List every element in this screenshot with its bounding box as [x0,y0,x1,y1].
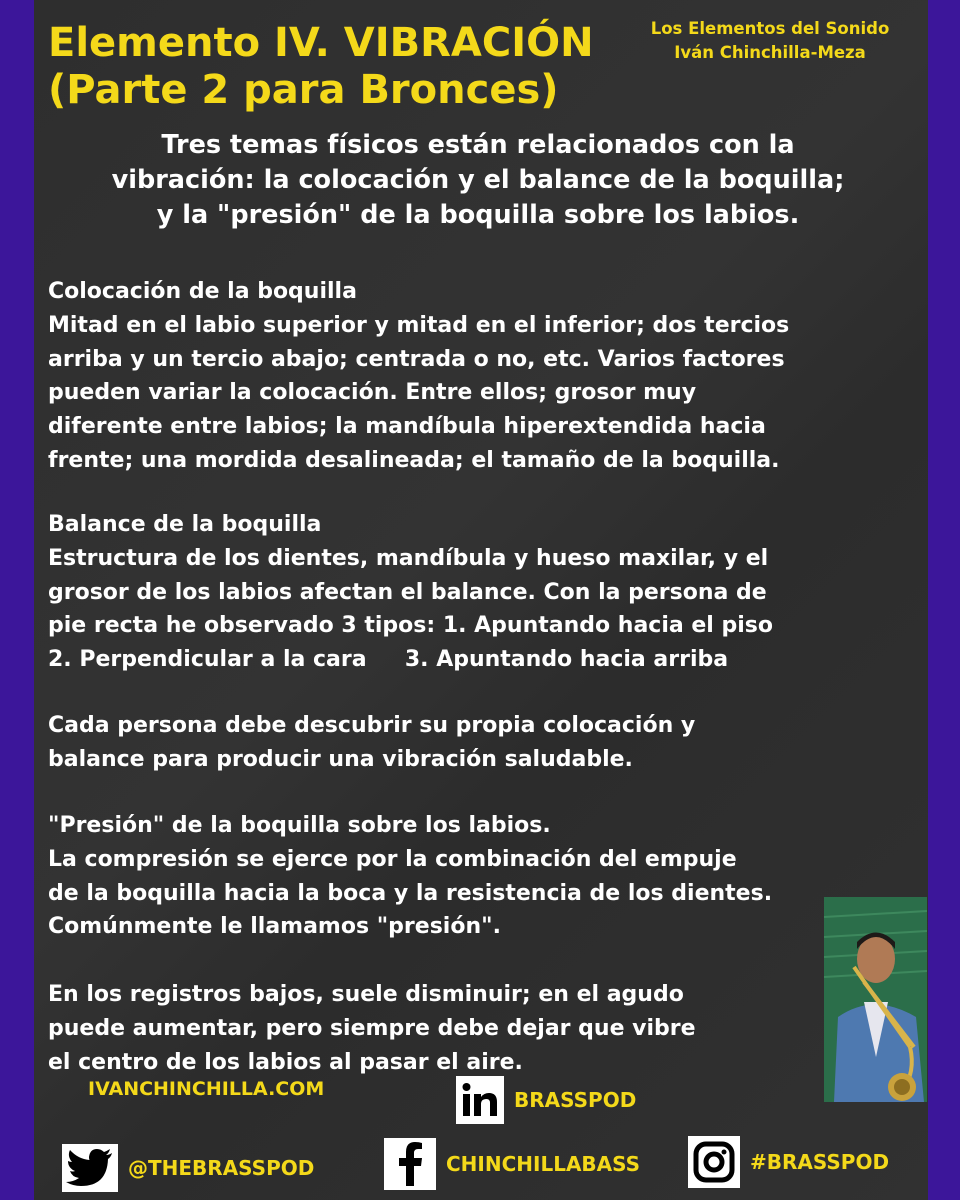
text-line: 2. Perpendicular a la cara 3. Apuntando hacia arriba [48,647,729,673]
text-line: Cada persona debe descubrir su propia colocación y [48,713,696,738]
linkedin-icon [456,1076,504,1124]
text-line: pie recta he observado 3 tipos: 1. Apuntando hacia el piso [48,613,774,639]
instagram-handle: #BRASSPOD [750,1150,890,1174]
facebook-link[interactable] [384,1138,640,1190]
intro-paragraph [38,128,918,233]
trombonist-portrait-icon [824,897,927,1102]
intro-line-3: y la "presión" de la boquilla sobre los labios. [156,200,800,230]
intro-line-2: vibración: la colocación y el balance de la boquilla; [111,165,845,195]
text-line: el centro de los labios al pasar el aire. [48,1049,523,1075]
page-title [48,20,594,114]
section-presion [48,809,772,944]
linkedin-link[interactable] [456,1076,636,1124]
series-name: Los Elementos del Sonido [650,19,890,38]
text-line: arriba y un tercio abajo; centrada o no, etc. Varios factores [48,346,785,372]
text-line: Comúnmente le llamamos "presión". [48,914,501,940]
text-line: balance para producir una vibración saludable. [48,746,633,772]
section-heading: Colocación de la boquilla [48,279,357,304]
text-line: Estructura de los dientes, mandíbula y hueso maxilar, y el [48,545,769,571]
twitter-link[interactable] [62,1144,314,1192]
twitter-handle: @THEBRASSPOD [128,1156,315,1180]
linkedin-handle: BRASSPOD [514,1088,637,1112]
text-line: pueden variar la colocación. Entre ellos; grosor muy [48,380,697,406]
section-heading: Balance de la boquilla [48,512,322,537]
instagram-link[interactable] [688,1136,889,1188]
facebook-handle: CHINCHILLABASS [446,1152,641,1176]
website-link[interactable]: IVANCHINCHILLA.COM [88,1078,325,1100]
intro-line-1: Tres temas físicos están relacionados con la [161,130,795,160]
instagram-icon [688,1136,740,1188]
title-line-1: Elemento IV. VIBRACIÓN [48,20,594,66]
text-line: de la boquilla hacia la boca y la resistencia de los dientes. [48,880,773,906]
twitter-icon [62,1144,118,1192]
series-credit [620,17,920,65]
facebook-icon [384,1138,436,1190]
section-heading: "Presión" de la boquilla sobre los labios. [48,813,551,838]
text-line: grosor de los labios afectan el balance. Con la persona de [48,579,767,605]
section-balance [48,508,773,677]
text-line: Mitad en el labio superior y mitad en el inferior; dos tercios [48,312,790,338]
section-conclusion [48,709,695,777]
text-line: puede aumentar, pero siempre debe dejar que vibre [48,1015,696,1041]
text-line: En los registros bajos, suele disminuir; en el agudo [48,982,684,1007]
section-registros [48,978,696,1079]
author-name: Iván Chinchilla-Meza [674,43,866,62]
title-line-2: (Parte 2 para Bronces) [48,67,559,113]
author-photo [824,897,927,1102]
text-line: frente; una mordida desalineada; el tamaño de la boquilla. [48,447,780,473]
section-colocacion [48,275,789,478]
text-line: diferente entre labios; la mandíbula hiperextendida hacia [48,414,766,440]
text-line: La compresión se ejerce por la combinación del empuje [48,846,737,872]
